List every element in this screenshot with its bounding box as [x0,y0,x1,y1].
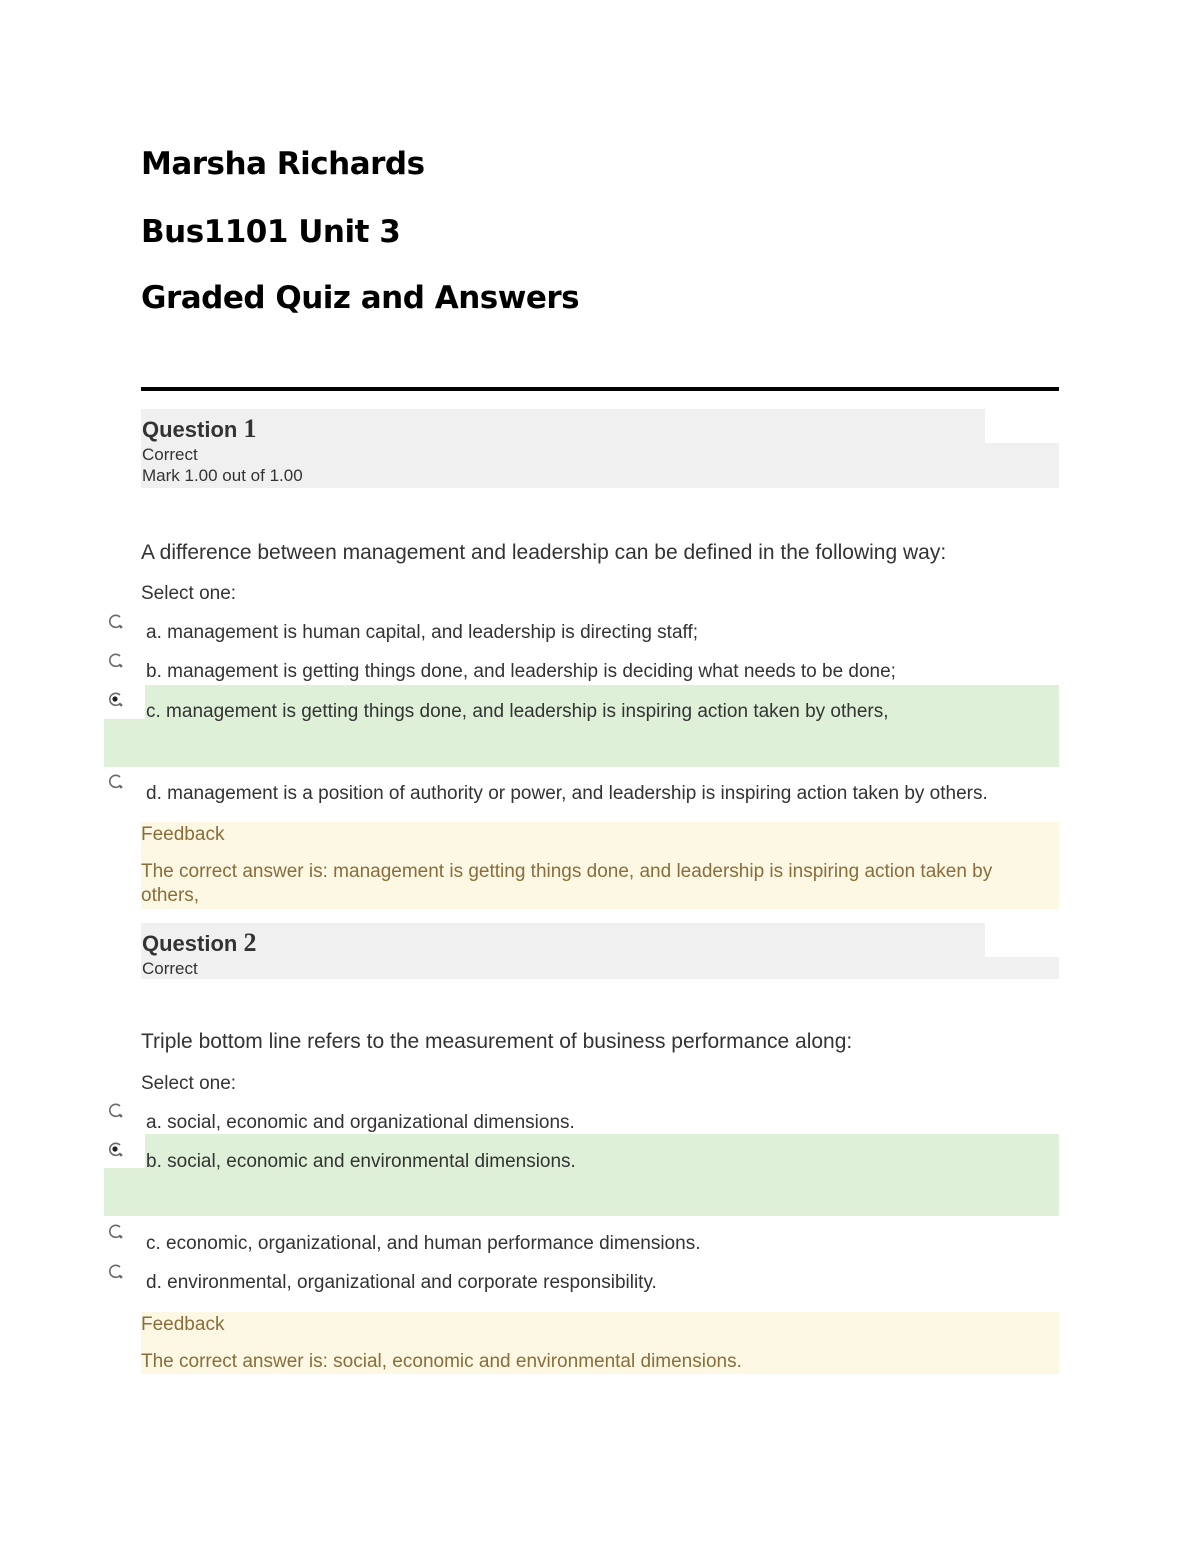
question-1-header [141,409,1059,488]
radio-unchecked-icon [106,772,126,792]
question-1-feedback [141,822,1059,909]
question-number: 1 [243,414,257,443]
correct-answer-highlight [104,1134,1059,1216]
radio-1c[interactable] [106,690,126,710]
feedback-label: Feedback [141,824,225,845]
question-1-text: A difference between management and leadership can be defined in the following way: [141,541,947,564]
option-1b[interactable]: b. management is getting things done, and leadership is deciding what needs to be done; [146,661,896,682]
radio-2a[interactable] [106,1101,126,1121]
question-1-title [142,414,256,444]
correct-answer-highlight [104,685,1059,767]
radio-unchecked-icon [106,612,126,632]
option-2a[interactable]: a. social, economic and organizational dimensions. [146,1112,575,1133]
radio-unchecked-icon [106,651,126,671]
question-2-text: Triple bottom line refers to the measurement of business performance along: [141,1030,853,1053]
option-1c[interactable]: c. management is getting things done, and leadership is inspiring action taken by others, [146,701,889,722]
radio-checked-icon [106,690,126,710]
question-2-title [142,928,256,958]
question-1-state: Correct [142,445,198,464]
question-2-header [141,923,1059,979]
question-2-state: Correct [142,959,198,978]
option-2c[interactable]: c. economic, organizational, and human performance dimensions. [146,1233,701,1254]
feedback-label: Feedback [141,1314,225,1335]
course-title: Bus1101 Unit 3 [141,214,401,250]
radio-unchecked-icon [106,1262,126,1282]
feedback-text: The correct answer is: social, economic and environmental dimensions. [141,1351,742,1372]
radio-1b[interactable] [106,651,126,671]
option-2b[interactable]: b. social, economic and environmental dimensions. [146,1151,576,1172]
radio-1d[interactable] [106,772,126,792]
question-2-feedback [141,1312,1059,1374]
divider-rule [141,387,1059,391]
question-label: Question [142,931,238,956]
radio-checked-icon [106,1140,126,1160]
option-2d[interactable]: d. environmental, organizational and corporate responsibility. [146,1272,657,1293]
radio-unchecked-icon [106,1222,126,1242]
document-title: Graded Quiz and Answers [141,280,580,316]
author-name: Marsha Richards [141,146,425,182]
question-2-prompt: Select one: [141,1073,237,1094]
question-1-mark: Mark 1.00 out of 1.00 [142,466,303,485]
question-number: 2 [243,928,257,957]
radio-2b[interactable] [106,1140,126,1160]
radio-2c[interactable] [106,1222,126,1242]
question-label: Question [142,417,238,442]
radio-2d[interactable] [106,1262,126,1282]
question-1-prompt: Select one: [141,583,237,604]
radio-unchecked-icon [106,1101,126,1121]
feedback-text: The correct answer is: management is getting things done, and leadership is inspiring action taken by others, [141,861,993,906]
radio-1a[interactable] [106,612,126,632]
option-1d[interactable]: d. management is a position of authority or power, and leadership is inspiring action taken by others. [146,783,988,804]
option-1a[interactable]: a. management is human capital, and leadership is directing staff; [146,622,699,643]
